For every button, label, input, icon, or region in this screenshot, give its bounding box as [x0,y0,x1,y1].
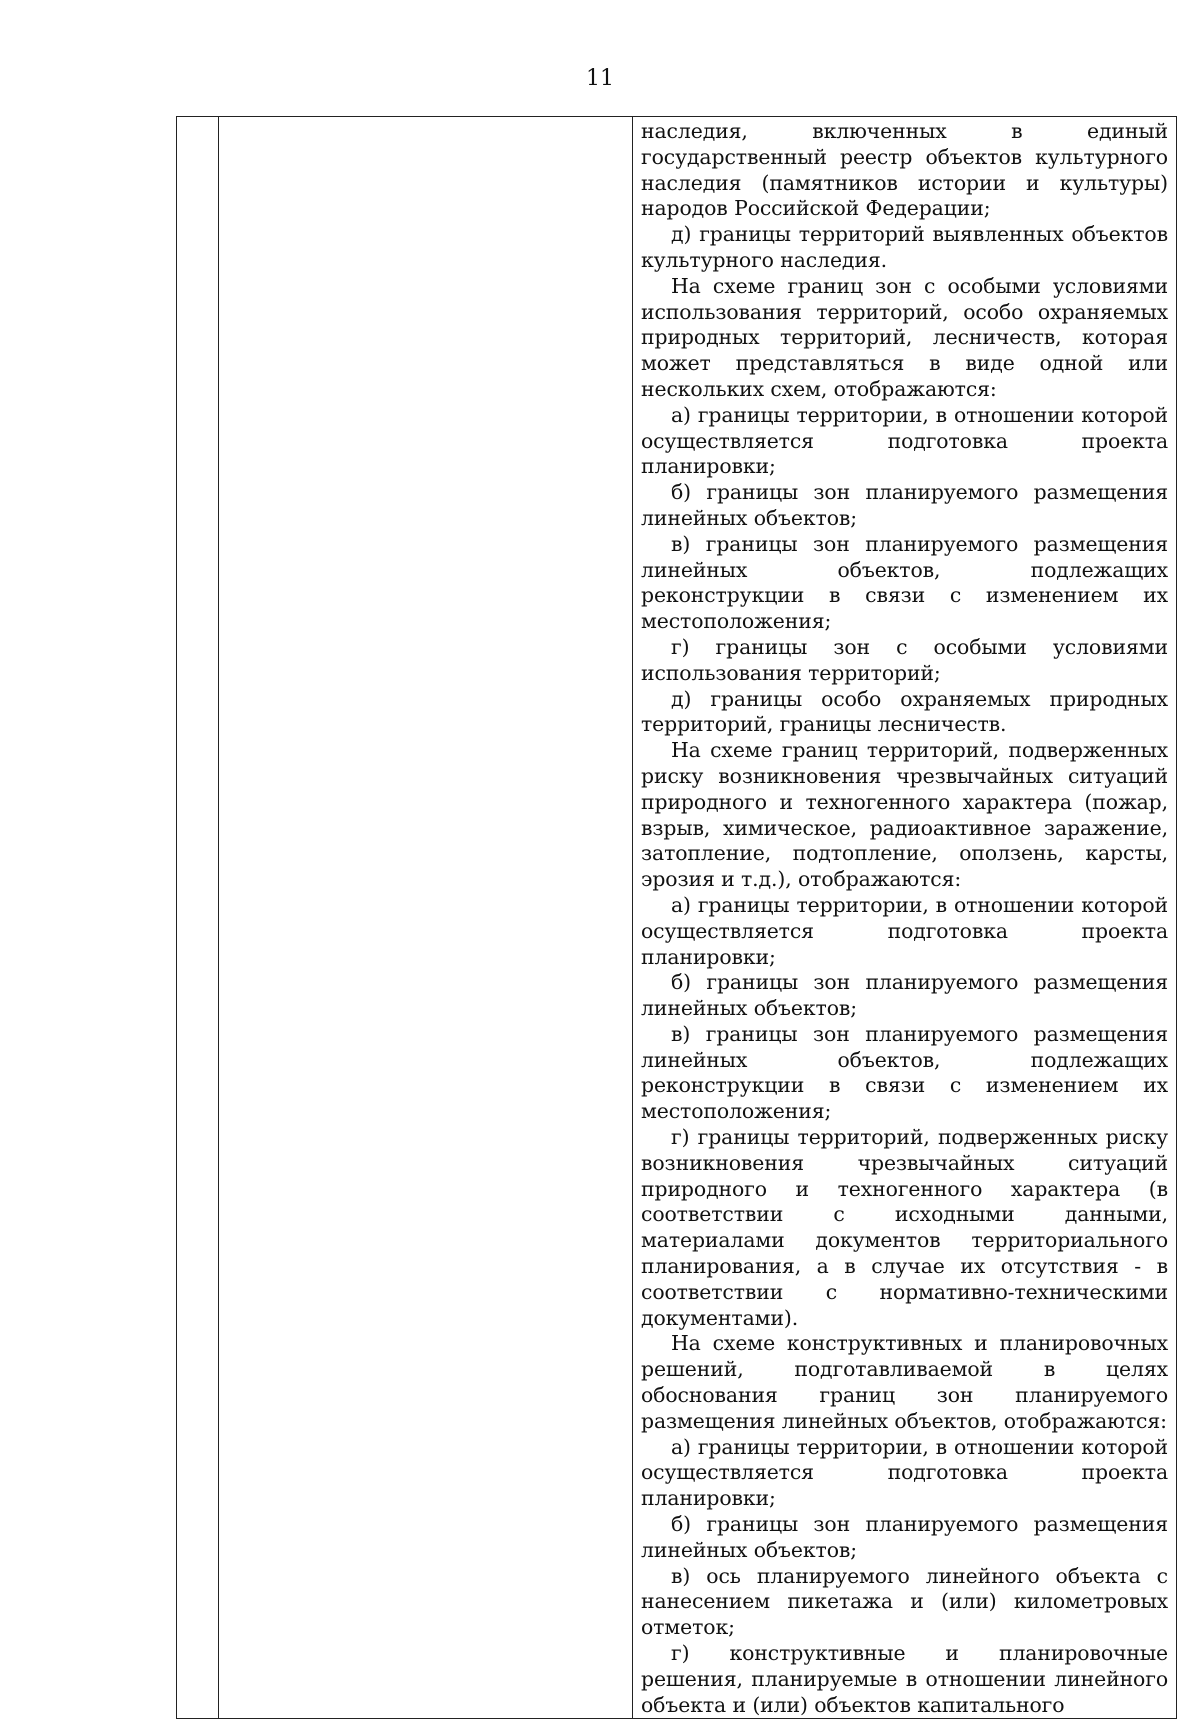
paragraph: наследия, включенных в единый государственный реестр объектов культурного наследия (памятников истории и культуры) народов Российской Федерации; [641,119,1168,221]
paragraph: На схеме границ зон с особыми условиями использования территорий, особо охраняемых природных территорий, лесничеств, которая может представляться в виде одной или нескольких схем, отображаются: [641,273,1168,401]
paragraph: в) границы зон планируемого размещения линейных объектов, подлежащих реконструкции в связи с изменением их местоположения; [641,1021,1168,1124]
content-text [633,117,1176,1718]
paragraph: б) границы зон планируемого размещения линейных объектов; [641,1512,1168,1562]
paragraph: г) границы территорий, подверженных риску возникновения чрезвычайных ситуаций природного и техногенного характера (в соответствии с исходными данными, материалами документов территориального планирования, а в случае их отсутствия - в соответствии с нормативно-техническими документами). [641,1125,1168,1330]
table-cell-number [177,117,219,1719]
paragraph: На схеме границ территорий, подверженных риску возникновения чрезвычайных ситуаций природного и техногенного характера (пожар, взрыв, химическое, радиоактивное заражение, затопление, подтопление, оползень, карсты, эрозия и т.д.), отображаются: [641,738,1168,892]
table-row [177,117,1177,1719]
document-table [176,116,1177,1719]
paragraph: б) границы зон планируемого размещения линейных объектов; [641,970,1168,1021]
paragraph: в) ось планируемого линейного объекта с нанесением пикетажа и (или) километровых отметок; [641,1563,1168,1640]
paragraph: а) границы территории, в отношении которой осуществляется подготовка проекта планировки; [641,1434,1168,1511]
paragraph: На схеме конструктивных и планировочных решений, подготавливаемой в целях обоснования границ зон планируемого размещения линейных объектов, отображаются: [641,1331,1168,1433]
paragraph: б) границы зон планируемого размещения линейных объектов; [641,480,1168,530]
page-number: 11 [586,66,614,91]
paragraph: г) конструктивные и планировочные решения, планируемые в отношении линейного объекта и (или) объектов капитального [641,1641,1168,1717]
paragraph: д) границы особо охраняемых природных территорий, границы лесничеств. [641,686,1168,737]
paragraph: а) границы территории, в отношении которой осуществляется подготовка проекта планировки; [641,402,1168,479]
paragraph: г) границы зон с особыми условиями использования территорий; [641,634,1168,685]
paragraph: в) границы зон планируемого размещения линейных объектов, подлежащих реконструкции в связи с изменением их местоположения; [641,531,1168,634]
table-cell-content [633,117,1177,1719]
paragraph: а) границы территории, в отношении которой осуществляется подготовка проекта планировки; [641,892,1168,969]
table-cell-name [219,117,633,1719]
paragraph: д) границы территорий выявленных объектов культурного наследия. [641,222,1168,272]
